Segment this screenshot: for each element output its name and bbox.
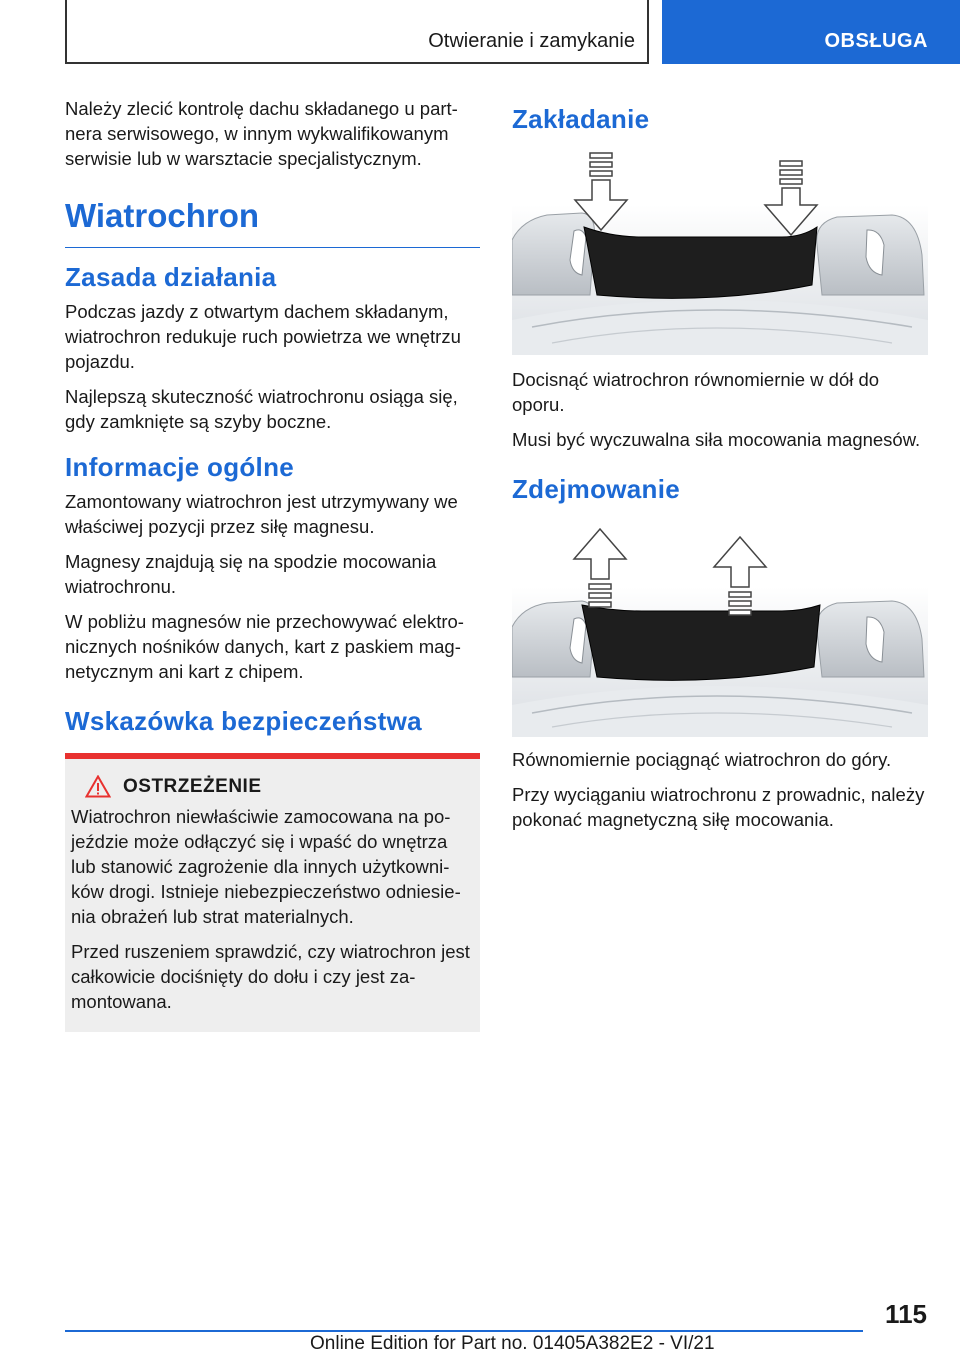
principle-paragraph-1: Podczas jazdy z otwartym dachem składanym, wiatrochron redukuje ruch powietrza we wnętrzu pojazdu. <box>65 301 461 372</box>
footer-rule <box>65 1330 863 1332</box>
section-heading-remove: Zdejmowanie <box>512 474 680 504</box>
warning-box <box>65 753 480 1032</box>
general-paragraph-1: Zamontowany wiatrochron jest utrzymywany we właściwej pozycji przez siłę magnesu. <box>65 491 458 537</box>
general-paragraph-3: W pobliżu magnesów nie przechowywać elektronicznych nośników danych, kart z paskiem magnetycznym ani kart z chipem. <box>65 611 464 682</box>
chapter-heading: Wiatrochron <box>65 197 480 248</box>
header-section-title: Otwieranie i zamykanie <box>428 30 635 52</box>
warning-triangle-icon <box>85 775 111 798</box>
section-heading-install: Zakładanie <box>512 104 650 134</box>
left-column <box>65 96 480 1032</box>
warning-header <box>85 775 474 798</box>
remove-illustration <box>512 527 928 737</box>
warning-paragraph-1: Wiatrochron niewłaściwie zamocowana na pojeździe może odłączyć się i wpaść do wnętrza lub stanowić zagrożenie dla innych użytkowników drogi. Istnieje niebezpieczeństwo odniesienia obrażeń lub strat materialnych. <box>71 806 461 927</box>
section-heading-general: Informacje ogólne <box>65 452 295 482</box>
install-paragraph-2: Musi być wyczuwalna siła mocowania magnesów. <box>512 429 921 450</box>
remove-paragraph-2: Przy wyciąganiu wiatrochronu z prowadnic, należy pokonać magnetyczną siłę mocowania. <box>512 784 925 830</box>
section-heading-safety: Wskazówka bezpieczeństwa <box>65 706 422 736</box>
header-chapter-label: OBSŁUGA <box>824 30 928 52</box>
remove-paragraph-1: Równomiernie pociągnąć wiatrochron do góry. <box>512 749 892 770</box>
header-section-box <box>65 0 649 64</box>
right-column <box>512 96 928 842</box>
principle-paragraph-2: Najlepszą skuteczność wiatrochronu osiąga się, gdy zamknięte są szyby boczne. <box>65 386 458 432</box>
intro-paragraph: Należy zlecić kontrolę dachu składanego u partnera serwisowego, w innym wykwalifikowanym serwisie lub w warsztacie specjalistycznym. <box>65 98 458 169</box>
header-chapter-tab <box>662 0 960 64</box>
warning-title: OSTRZEŻENIE <box>123 775 262 797</box>
footer-edition: Online Edition for Part no. 01405A382E2 - VI/21 <box>310 1333 715 1354</box>
warning-paragraph-2: Przed ruszeniem sprawdzić, czy wiatrochron jest całkowicie dociśnięty do dołu i czy jest zamontowana. <box>71 941 470 1012</box>
install-illustration <box>512 145 928 355</box>
install-paragraph-1: Docisnąć wiatrochron równomiernie w dół do oporu. <box>512 369 880 415</box>
page-number: 115 <box>885 1299 927 1329</box>
section-heading-principle: Zasada działania <box>65 262 277 292</box>
general-paragraph-2: Magnesy znajdują się na spodzie mocowania wiatrochronu. <box>65 551 437 597</box>
